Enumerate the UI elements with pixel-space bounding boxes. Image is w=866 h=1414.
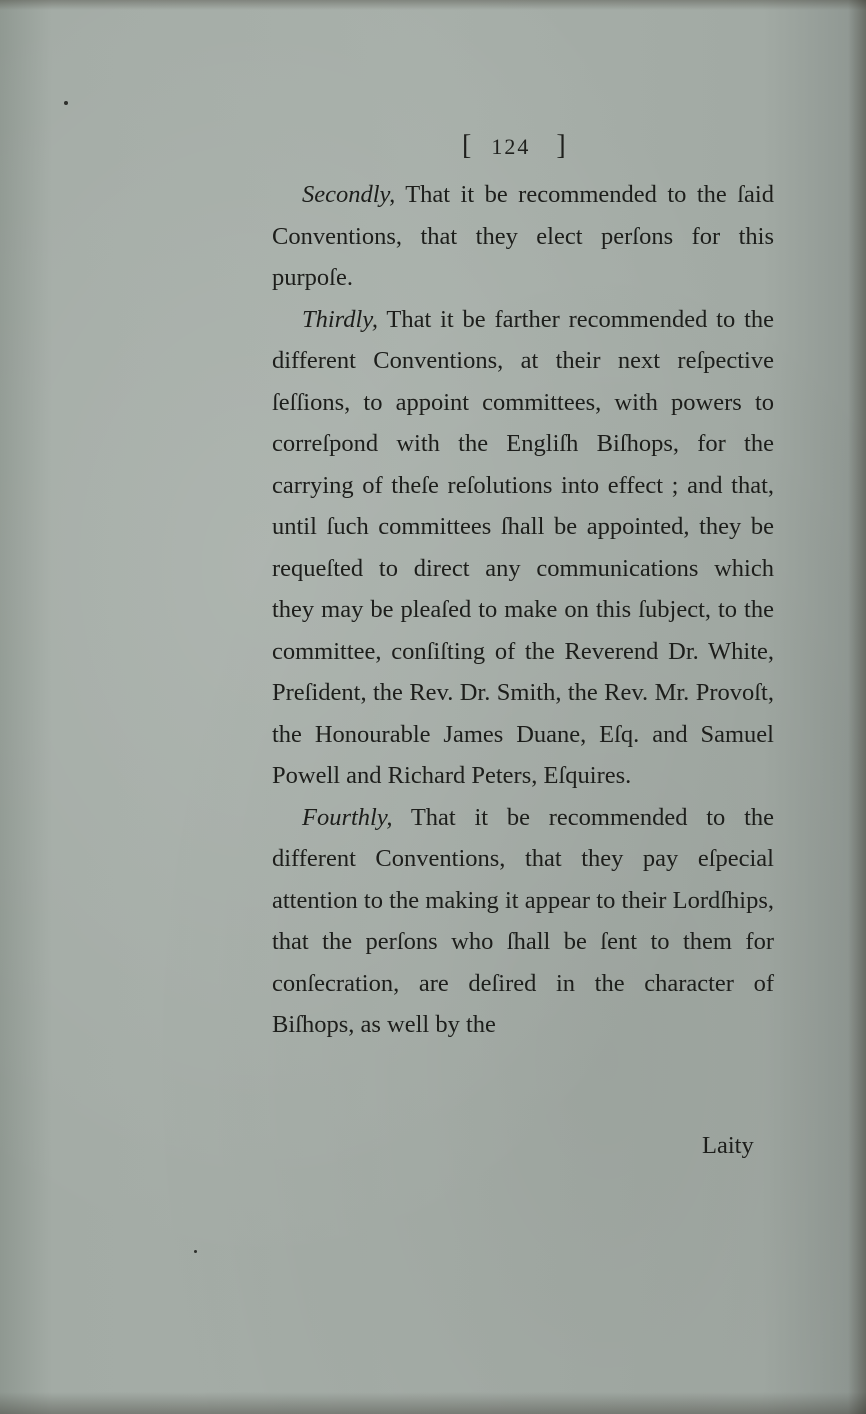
paragraph-lead: Thirdly, [302,305,379,333]
paragraph-lead: Fourthly, [302,803,393,831]
paragraph-lead: Secondly, [302,181,396,208]
paper-speck [64,101,68,105]
page-edge-shadow-bottom [0,1392,866,1414]
bracket-close: ] [556,130,568,161]
page-number: 124 [491,134,531,159]
paragraph-secondly [272,174,774,299]
page-edge-shadow-top [0,0,866,10]
paper-speck [194,1250,197,1253]
paragraph-thirdly [272,299,774,797]
paragraph-fourthly [272,797,774,1046]
bracket-open: [ [462,130,474,161]
paragraph-text: That it be recommended to the different Conventions, that they pay eſpecial attention to the making it appear to their Lordſhips, that the perſons who ſhall be ſent to them for conſecration, are deſired in the character of Biſhops, as well by the [272,803,774,1038]
page-edge-shadow-right [848,0,866,1414]
paragraph-text: That it be farther recommended to the different Conventions, at their next reſpective ſeſſions, to appoint committees, with powers to correſpond with the Engliſh Biſhops, for the carrying of theſe reſolutions into effect ; and that, until ſuch committees ſhall be appointed, they be requeſted to direct any communications which they may be pleaſed to make on this ſubject, to the committee, conſiſting of the Reverend Dr. White, Preſident, the Rev. Dr. Smith, the Rev. Mr. Provoſt, the Honourable James Duane, Eſq. and Samuel Powell and Richard Peters, Eſquires. [272,305,774,789]
paragraph-text: That it be recommended to the ſaid Conventions, that they elect perſons for this purpoſe. [272,181,774,291]
catchword: Laity [702,1132,754,1159]
page-header [462,130,568,162]
body-text [272,174,774,1046]
